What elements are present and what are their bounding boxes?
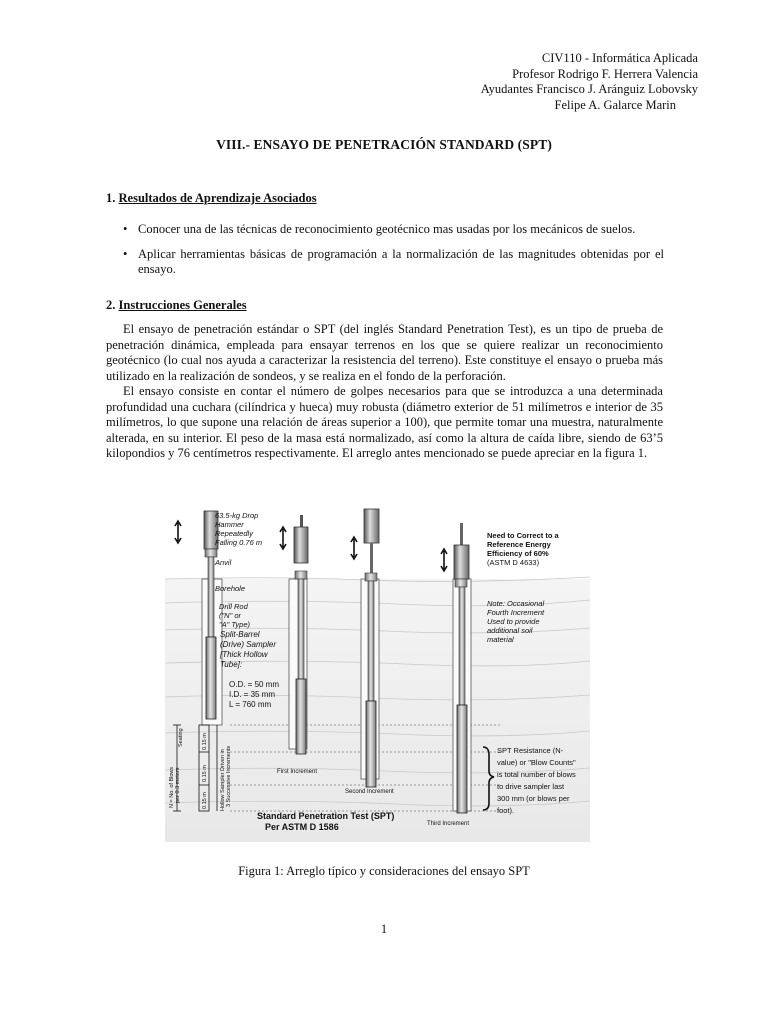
svg-text:3 Successive Increments: 3 Successive Increments: [226, 745, 232, 807]
figure-caption: Figura 1: Arreglo típico y consideraciones del ensayo SPT: [238, 864, 530, 878]
svg-text:per 0.3 meters: per 0.3 meters: [175, 767, 181, 803]
dims-label: O.D. = 50 mm: [229, 680, 280, 689]
anvil-label: Anvil: [215, 558, 232, 567]
list-item: • Aplicar herramientas básicas de programación a la normalización de las magnitudes obtenidas por el ensayo.: [122, 247, 664, 278]
svg-text:O.D. = 50 mmI.D. = 35 mmL = 7: O.D. = 50 mm I.D. = 35 mm L = 760 mm: [229, 680, 280, 709]
professor-line: Profesor Rodrigo F. Herrera Valencia: [512, 66, 698, 81]
svg-text:Note: OccasionalFourth Increme: Note: Occasional Fourth Increment Used to provide additional soil material: [487, 599, 545, 644]
assistant-line-2: Felipe A. Galarce Marin: [554, 97, 676, 112]
svg-text:0.15 m: 0.15 m: [202, 792, 208, 809]
svg-text:Need to Correct to aReference: Need to Correct to a Reference Energy Efficiency of 60% (ASTM D 4633): [487, 531, 559, 567]
third-increment-label: Third Increment: [427, 821, 470, 827]
drill-rod-2: [298, 579, 304, 679]
spt-diagram: [165, 485, 590, 842]
sampler-4: [457, 705, 467, 813]
svg-text:0.15 m: 0.15 m: [202, 765, 208, 782]
sampler-2: [296, 679, 306, 754]
learning-outcomes-list: [122, 222, 664, 287]
assistants-line: Ayudantes Francisco J. Aránguiz Lobovsky: [480, 82, 698, 96]
resistance-label: SPT Resistance (N-value) or "Blow Counts" is total number of blows to drive sampler last 300 mm (or blows per foot).: [497, 746, 576, 815]
paragraph: El ensayo consiste en contar el número de golpes necesarios para que se introduzca a una determinada profundidad una cuchara (cilíndrica y hueca) muy robusta (diámetro exterior de 51 milímetros e interior de 35 milímetros, lo que supone una relación de áreas superior a 100), que permite tomar una muestra, naturalmente alterada, en su interior. El peso de la masa está normalizado, así como la altura de caída libre, siendo de 63’5 kilopondios y 76 centímetros respectivamente. El arreglo antes mencionado se puede apreciar en la figura 1.: [106, 384, 663, 460]
hammer-4: [454, 545, 469, 579]
svg-text:Split-Barrel(Drive) Sampler[Th: Split-Barrel (Drive) Sampler [Thick Hollow Tube]:: [220, 630, 277, 669]
svg-text:0.15 m: 0.15 m: [202, 733, 208, 750]
second-increment-label: Second Increment: [345, 789, 394, 795]
paragraph: El ensayo de penetración estándar o SPT (del inglés Standard Penetration Test), es un tipo de prueba de penetración dinámica, empleada para ensayar terrenos en los que se quiere realizar un reconocimiento geotécnico (lo cual nos ayuda a caracterizar la resistencia del terreno). Este constituye el ensayo o prueba más utilizado en la realización de sondeos, y se realiza en el fondo de la perforación.: [106, 322, 663, 383]
hammer-arrow-4: [441, 549, 447, 571]
svg-text:63.5-kg DropHammerRepeatedlyFa: 63.5-kg Drop Hammer Repeatedly Falling 0.76 m: [215, 511, 263, 547]
hammer-2: [294, 527, 308, 563]
section-2-heading: 2. Instrucciones Generales: [106, 298, 247, 312]
course-line: CIV110 - Informática Aplicada: [541, 51, 698, 65]
hammer-3: [364, 509, 379, 543]
sampler-1: [206, 637, 216, 719]
hammer-arrow-2: [280, 527, 286, 549]
drill-rod-label: Drill Rod: [219, 602, 248, 611]
section-2-body: [106, 322, 663, 462]
hammer-arrow-3: [351, 537, 357, 559]
drill-rod-4: [459, 587, 465, 705]
drill-rod-1: [208, 557, 214, 637]
hammer-label: 63.5-kg Drop: [215, 511, 259, 520]
sampler-3: [366, 701, 376, 787]
borehole-label: Borehole: [215, 584, 246, 593]
page-number: 1: [380, 922, 388, 936]
first-increment-label: First Increment: [277, 769, 318, 775]
n-label: N = No. of Blows: [169, 766, 175, 808]
document-title: VIII.- ENSAYO DE PENETRACIÓN STANDARD (SPT): [216, 137, 552, 152]
svg-text:Drill Rod("N" or"A" Type): Drill Rod ("N" or "A" Type): [219, 602, 251, 629]
spt-title: Standard Penetration Test (SPT) Per ASTM D 1586: [257, 811, 395, 832]
correct-note: [487, 531, 560, 567]
document-header: [481, 51, 698, 113]
spt-figure: [165, 485, 590, 842]
sampler-label: Split-Barrel: [220, 630, 260, 639]
list-item: • Conocer una de las técnicas de reconocimiento geotécnico mas usadas por los mecánicos de suelos.: [122, 222, 664, 238]
seating-label: Seating: [178, 728, 184, 747]
hammer-arrow-1: [175, 521, 181, 543]
section-1-heading: 1. Resultados de Aprendizaje Asociados: [106, 191, 317, 205]
drill-rod-3: [368, 581, 374, 701]
hollow-label: Hollow Sampler Driven in: [220, 749, 226, 811]
